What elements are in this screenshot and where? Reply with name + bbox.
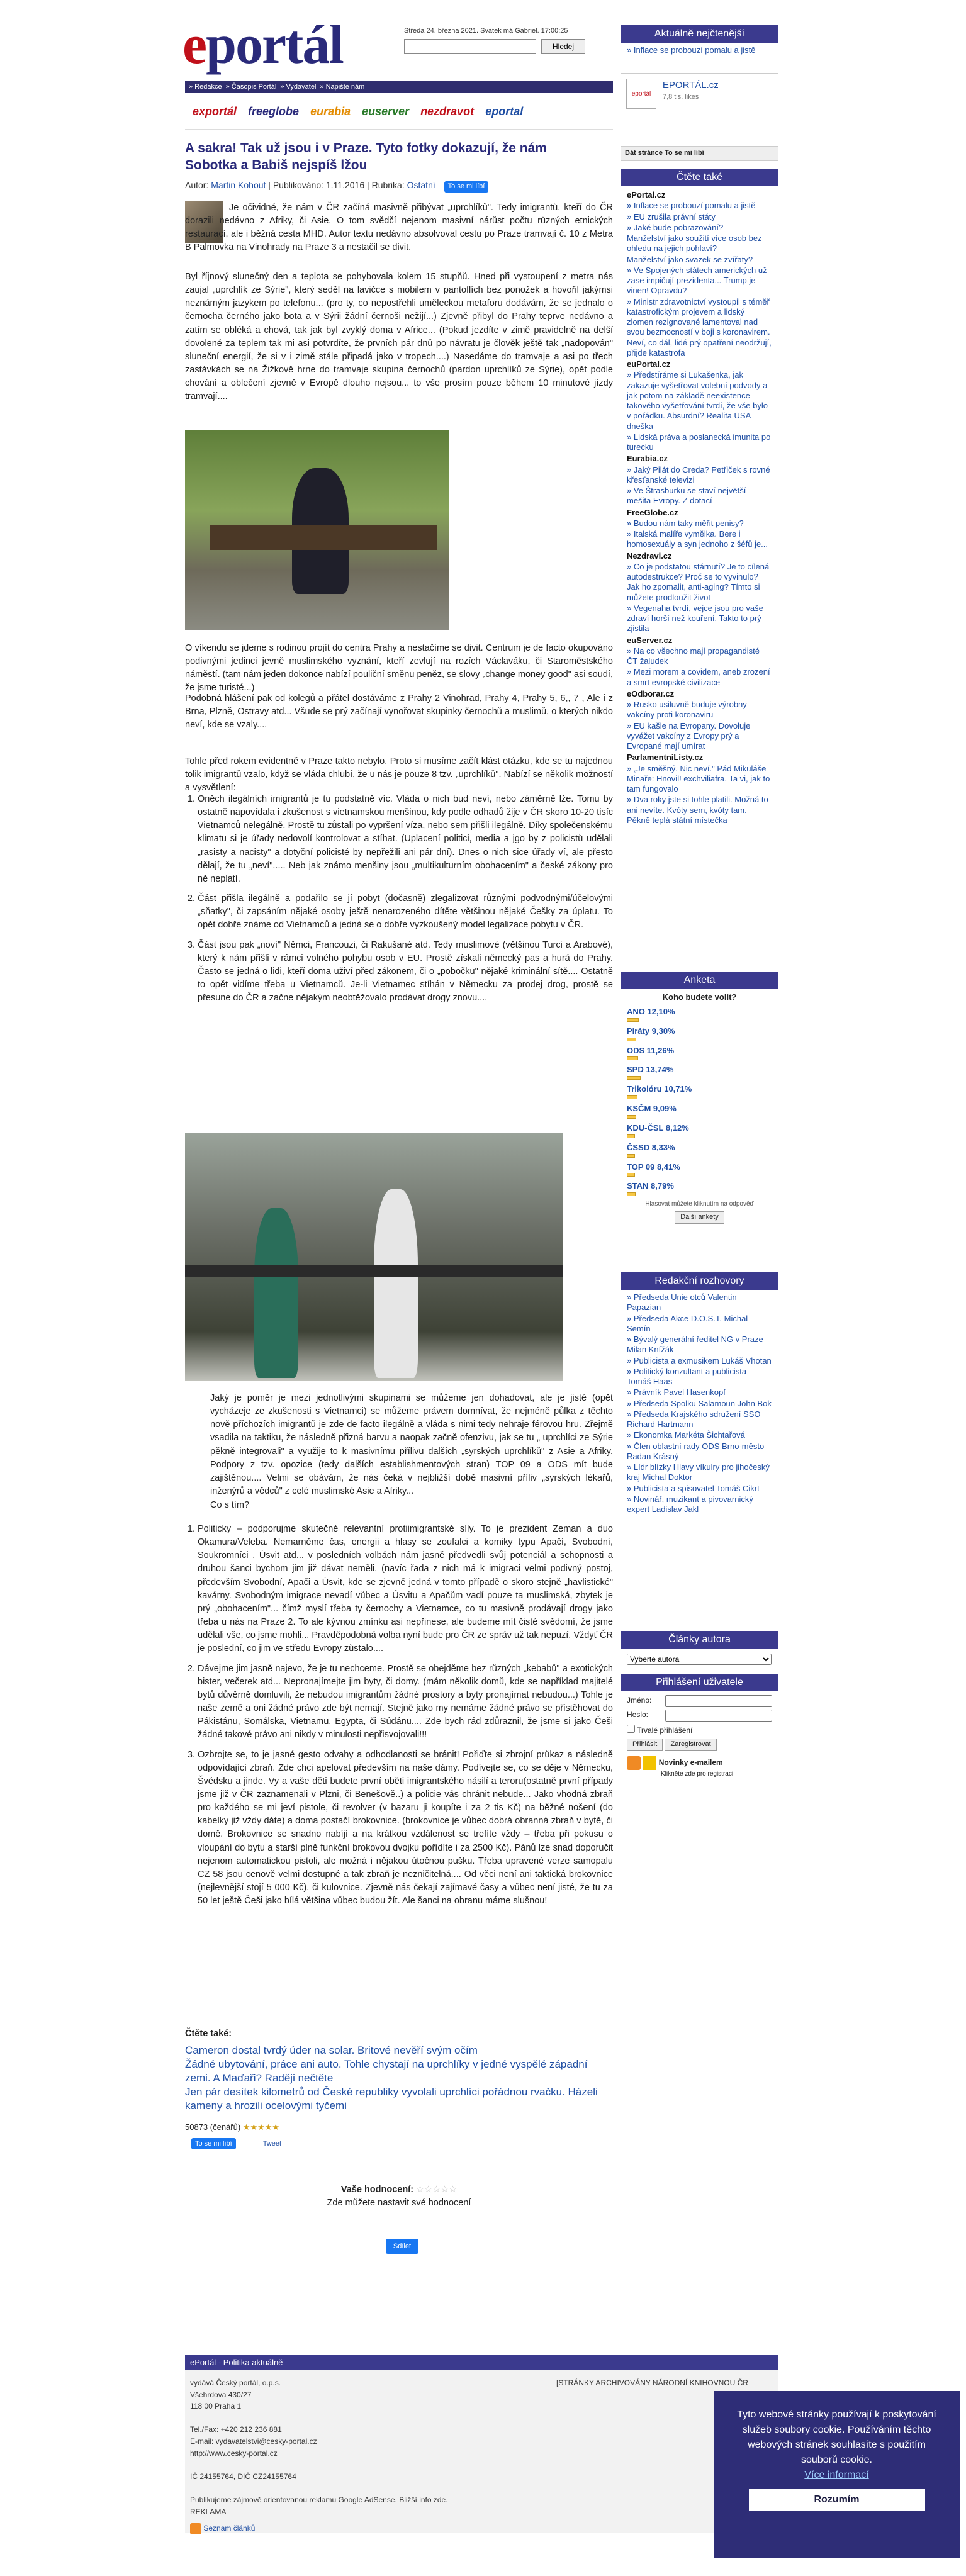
footer-line	[190, 2412, 505, 2424]
side-section-title: Eurabia.cz	[627, 454, 668, 464]
top-nav	[185, 81, 613, 93]
register-button[interactable]: Zaregistrovat	[665, 1739, 716, 1751]
poll-bar	[627, 1192, 636, 1196]
side-section-title: Nezdravi.cz	[627, 551, 672, 561]
poll-option[interactable]: ČSSD 8,33%	[627, 1142, 675, 1152]
footer-line: Publikujeme zájmově orientovanou reklamu Google AdSense. Bližší info zde.	[190, 2495, 448, 2504]
poll-bar	[627, 1038, 636, 1041]
poll-bar	[627, 1076, 641, 1080]
sitemap-link[interactable]: Seznam článků	[203, 2524, 256, 2533]
footer-line	[190, 2459, 505, 2471]
poll-option[interactable]: KDU-ČSL 8,12%	[627, 1123, 689, 1133]
para-4: Podobná hlášení pak od kolegů a přátel dostáváme z Prahy 2 Vinohrad, Prahy 4, Prahy 5, 6,, 7 , Ale i z Brna, Plzně, Ostravy atd... Všude se prý začínají vynořovat skupinky černochů a muslimů, o kterých nikdo neví, kde se vzaly....	[185, 693, 613, 731]
poll-bar	[627, 1018, 639, 1022]
side-section-title: FreeGlobe.cz	[627, 507, 678, 517]
read-also-label: Čtěte také:	[185, 2029, 232, 2039]
side-link[interactable]: » Inflace se probouzí pomalu a jistě	[627, 201, 756, 211]
login-password-input[interactable]	[665, 1710, 772, 1722]
more-polls-button[interactable]: Další ankety	[675, 1211, 724, 1224]
para-2: Byl říjnový slunečný den a teplota se pohybovala kolem 15 stupňů. Hned při vystoupení z metra nás zaujal „uprchlík ze Sýrie", který seděl na lavičce s mobilem v pantoflích bez ponožek a hovořil jakýmsi neznámým jazykem po telefonu... (pro ty, co nepostřehli uměleckou metaforu dodávám, že se jednalo o černocha černého jako bota a v Sýrii žádní černoši nežijí...) Zjevně přibyl do Prahy teprve nedávno a zatím se obléká a chová, tak jak byl zvyklý doma v Africe... (Pokud jezdíte v zimě pravidelně na delší dovolené za teplem tak mi asi potvrdíte, že prvních pár dnů po návratu je člověk ještě tak „nadopován" sluneční energií, že si v i zimě stále připadá jako v tropech....) Nasedáme do tramvaje a asi po třech zastávkách se na Žižkově hrne do tramvaje skupina černochů (pardon uprchlíků ze Sýrie), opět podle chování a oblečení zjevně v Evropě dlouho nejsou... to vše prosím pouze během 10 minutové jízdy tramvají....	[185, 272, 613, 402]
footer-body	[185, 2370, 778, 2533]
side-section-title: eOdborar.cz	[627, 688, 675, 698]
side-section-title: euServer.cz	[627, 635, 673, 645]
poll-option[interactable]: TOP 09 8,41%	[627, 1162, 680, 1172]
read-also-list	[185, 2044, 613, 2113]
share-button[interactable]: Sdílet	[386, 2239, 418, 2254]
read-also-link[interactable]: Cameron dostal tvrdý úder na solar. Britové nevěří svým očím	[185, 2044, 478, 2056]
side-link[interactable]: » Vegenaha tvrdí, vejce jsou pro vaše zdraví horší než kouření. Takto to prý zjistila	[627, 603, 763, 634]
footer-line	[190, 2482, 505, 2494]
photo-street	[185, 1133, 563, 1381]
footer-title: ePortál - Politika aktuálně	[185, 2355, 778, 2370]
poll-bar	[627, 1115, 636, 1119]
footer-line: vydává Český portál, o.p.s.	[190, 2378, 281, 2387]
interview-link[interactable]: » Člen oblastní rady ODS Brno-město Radan Krásný	[627, 1441, 765, 1461]
nav-link[interactable]: » Redakce	[189, 83, 222, 91]
article-title: A sakra! Tak už jsou i v Praze. Tyto fotky dokazují, že nám Sobotka a Babiš nejspíš lžou	[185, 141, 547, 173]
para-5: Tohle před rokem evidentně v Praze takto nebylo. Proto si musíme začít klást otázku, kde se tu najednou tolik imigrantů vzalo, když se vláda chlubí, že u nás je pouze 8 tzv. „uprchlíků". Nabízí se několik možností a vysvětlení:	[185, 756, 613, 793]
list-item: 1. Politicky – podporujme skutečné relevantní protiimigrantské síly. To je prezident Zeman a duo Okamura/Veleba. Nemarněme čas, energii a hlasy se zoufalci a komiky typu Apačí, Svobodní, Soukromníci , Úsvit atd... v posledních volbách nám jasně předvedli svůj potenciál a schopnosti a druhou šanci bychom jim již dávat neměli. (navíc řada z nich má k imigraci velmi podivný postoj, především Svobodní, Apači a Úsvit, kde se zjevně jedná v tomto případě o skoro stejně „havlistické" kavárny. Svobodným imigrace nevadí vůbec a Úsvitu a Apačům vadí pouze ta muslimská, zbytek je prý „obohacením"... čímž myslí třeba ty černochy a Vietnamce, co tu masivně prodávají drogy jako třeba u nás na Praze 2. To ale kývnou zmínku asi nepřinese, ale budeme mít čisté svědomí, že jsme udělali vše, co jsme mohli... Pravděpodobná volba nyní bude pro ČR ze správ už tak nepuzí. Vždyť ČR je poslední, co jim ve středu Evropy zůstalo....	[198, 1523, 613, 1656]
side-link[interactable]: » EU kašle na Evropany. Dovoluje vyvážet vakcíny z Evropy prý a Evropané mají umírat	[627, 720, 751, 751]
footer-line: Všehrdova 430/27	[190, 2390, 252, 2399]
footer-line: 118 00 Praha 1	[190, 2402, 242, 2411]
poll-option[interactable]: Piráty 9,30%	[627, 1026, 675, 1036]
login-button[interactable]: Přihlásit	[627, 1739, 663, 1751]
side-section-title: ParlamentniListy.cz	[627, 753, 704, 763]
side-link[interactable]: » Ve Spojených státech amerických už zase impičují prezidenta... Trump je vinen! Opravdu?	[627, 265, 767, 296]
brand-logo[interactable]: nezdravot	[420, 105, 475, 118]
rating: Vaše hodnocení: ☆☆☆☆☆ Zde můžete nastavit své hodnocení	[327, 2185, 471, 2209]
interview-link[interactable]: » Předseda Unie otců Valentin Papazian	[627, 1292, 737, 1313]
side-link[interactable]: » Budou nám taky měřit penisy?	[627, 518, 744, 528]
interview-link[interactable]: » Bývalý generální ředitel NG v Praze Milan Knížák	[627, 1335, 763, 1355]
fb-page-icon: eportál	[626, 79, 656, 109]
poll-box: Anketa Koho budete volit? ANO 12,10% Piráty 9,30% ODS 11,26% SPD 13,74% Trikolóru 10,71% KSČM 9,09% KDU-ČSL 8,12% ČSSD 8,33% TOP 09 8,41% STAN 8,79% Hlasovat můžete kliknutím na odpověď Další ankety	[621, 972, 778, 1224]
side-link[interactable]: » Lidská práva a poslanecká imunita po turecku	[627, 432, 771, 452]
fb-like-button[interactable]: To se mi líbí	[444, 181, 489, 193]
side-section-title: euPortal.cz	[627, 359, 671, 369]
rss-icon[interactable]	[627, 1756, 641, 1770]
news-item[interactable]: » Inflace se probouzí pomalu a jistě	[627, 45, 756, 55]
mail-icon[interactable]	[643, 1756, 656, 1770]
interview-link[interactable]: » Publicista a exmusikem Lukáš Vhotan	[627, 1355, 772, 1365]
news-box: Aktuálně nejčtenější » Inflace se probouzí pomalu a jistě	[621, 25, 778, 59]
archive-badge[interactable]: [STRÁNKY ARCHIVOVÁNY NÁRODNÍ KNIHOVNOU ČR	[556, 2378, 748, 2387]
para-6: Jaký je poměr je mezi jednotlivými skupinami se můžeme jen dohadovat, ale je jisté (opět vycházeje ze zkušenosti s Vietnamci) se můžeme právem domnívat, že nejméně půlka z těchto nově příchozích imigrantů je zde de facto ilegálně a vláda s nimi tedy nehraje férovou hru. Zřejmě vsadila na taktiku, že následně přizná barvu a naopak začně ofenzivu, jak se tu „ uprchlíci ze Sýrie pěkně integrovali" a využije to k masivnímu přílivu dalších „syrských uprchlíků" z Asie a Afriky. Podpory z tzv. opozice (tedy dalších establishmentových stran) TOP 09 a ODS mít bude zajištěnou.... Velmi se obávám, že nás čeká v nejbližší době masivní příliv „syrských lékařů, inženýrů a vědců" z celé muslimské Asie a Afriky...	[210, 1393, 613, 1497]
poll-option[interactable]: ODS 11,26%	[627, 1045, 675, 1055]
side-link[interactable]: » Co je podstatou stárnutí? Je to cílená autodestrukce? Proč se to vyvinulo? Jak ho zpomalit, anti-aging? Tímto si můžete prodloužit život	[627, 561, 770, 602]
author-link[interactable]: Martin Kohout	[211, 180, 266, 190]
interview-link[interactable]: » Ekonomka Markéta Šichtařová	[627, 1430, 745, 1440]
reads-count: 50873 (čenářů) ★★★★★	[185, 2122, 280, 2132]
cookie-more-link[interactable]: Více informací	[804, 2470, 869, 2480]
poll-option[interactable]: ANO 12,10%	[627, 1006, 675, 1016]
list-item: 2. Část přišla ilegálně a podařilo se jí pobyt (dočasně) zlegalizovat různými podvodnými/účelovými „sňatky", či zapsáním nějaké osoby ještě nenarozeného dítěte většinou nějaké Češky za úplatu. To opět dobře známe od Vietnamců a jedná se o dobře vyzkoušený model legalizace pobytu v ČR.	[198, 892, 613, 932]
nav-link[interactable]: » Vydavatel	[280, 83, 317, 91]
footer-line: IČ 24155764, DIČ CZ24155764	[190, 2472, 296, 2481]
side-link[interactable]: » Italská malíře vymělka. Bere i homosexuály a syn jednoho z šéfů je...	[627, 529, 768, 549]
list-what-to-do	[198, 1523, 613, 1914]
search-button[interactable]: Hledej	[541, 39, 585, 54]
login-name-input[interactable]	[665, 1695, 772, 1707]
cookie-banner: Tyto webové stránky používají k poskytování služeb soubory cookie. Používáním těchto webových stránek souhlasíte s použitím souborů cookie. Více informací Rozumím	[714, 2391, 960, 2558]
rubric-link[interactable]: Ostatní	[407, 180, 435, 190]
date-text: Středa 24. března 2021. Svátek má Gabriel. 17:00:25	[404, 27, 568, 35]
cookie-accept-button[interactable]: Rozumím	[749, 2489, 925, 2511]
brand-logo[interactable]: euserver	[362, 105, 410, 118]
site-logo[interactable]: eportál	[183, 14, 343, 76]
footer-line: Tel./Fax: +420 212 236 881	[190, 2425, 282, 2434]
poll-option[interactable]: SPD 13,74%	[627, 1065, 674, 1075]
interview-link[interactable]: » Novinář, muzikant a pivovarnický expert Ladislav Jakl	[627, 1494, 753, 1514]
poll-bar	[627, 1154, 635, 1158]
interviews-box: Redakční rozhovory » Předseda Unie otců Valentin Papazian » Předseda Akce D.O.S.T. Michal Semín » Bývalý generální ředitel NG v Praze Milan Knížák » Publicista a exmusikem Lukáš Vhotan » Politický konzultant a publicista Tomáš Haas » Právník Pavel Hasenkopf » Předseda Spolku Salamoun John Bok » Předseda Krajského sdružení SSO Richard Hartmann » Ekonomka Markéta Šichtařová » Člen oblastní rady ODS Brno-město Radan Krásný » Lídr blízky Hlavy víkulry pro jihočeský kraj Michal Doktor » Publicista a spisovatel Tomáš Cikrt » Novinář, muzikant a pivovarnický expert Ladislav Jakl	[621, 1272, 778, 1518]
footer-line: REKLAMA	[190, 2507, 227, 2516]
footer-line: http://www.cesky-portal.cz	[190, 2448, 278, 2458]
author-select[interactable]	[627, 1654, 772, 1665]
interview-link[interactable]: » Předseda Krajského sdružení SSO Richard Hartmann	[627, 1409, 761, 1429]
nav-link[interactable]: » Napište nám	[320, 83, 365, 91]
interview-link[interactable]: » Právník Pavel Hasenkopf	[627, 1387, 726, 1397]
poll-bar	[627, 1173, 635, 1177]
side-link[interactable]: » Ve Štrasburku se staví největší mešita Evropy. Z dotací	[627, 486, 746, 506]
side-link[interactable]: » EU zrušila právní státy	[627, 211, 716, 221]
side-link[interactable]: » „Je směšný. Nic neví." Pád Mikuláše Minaře: Hnovil! exchviliafra. Ta vi, jak to tam fungovalo	[627, 763, 770, 793]
read-also-link[interactable]: Žádné ubytování, práce ani auto. Tohle chystají na uprchlíky v jedné vyspělé západní zemi. A Maďaři? Raději nečtěte	[185, 2058, 588, 2085]
list-explanations	[198, 793, 613, 1011]
side-link[interactable]: » Mezi morem a covidem, aneb zrození a smrt evropské civilizace	[627, 667, 770, 687]
poll-option[interactable]: STAN 8,79%	[627, 1181, 674, 1191]
side-link[interactable]: Manželství jako soužití více osob bez ohledu na jejich pohlaví?	[627, 233, 762, 254]
fb-page-name[interactable]: EPORTÁL.cz	[662, 80, 719, 91]
remember-checkbox[interactable]	[627, 1725, 635, 1733]
side-link[interactable]: » Jaké bude pobrazování?	[627, 222, 724, 232]
share-buttons	[185, 2138, 613, 2149]
para-7: Co s tím?	[210, 1500, 250, 1510]
page	[177, 13, 778, 2567]
list-item: 3. Část jsou pak „noví" Němci, Francouzi, či Rakušané atd. Tedy muslimové (většinou Turci a Arabové), který k nám přišli v rámci volného pohybu osob v EU. Prostě získali německý pas a hurá do Prahy. Často se jedná o lidi, kteří doma uživí před zákonem, či o „pobočku" nějaké kriminální sítě.... Ostatně to opět vidíme třeba u Vietnamců. Je-li Vietnamec stíhán v Německu za prodej drog, prostě se přesune do ČR a začne nějakým neobtěžovalo prodávat drogy znovu....	[198, 939, 613, 1005]
side-link[interactable]: » Na co všechno mají propagandisté ČT žaludek	[627, 646, 760, 666]
fb-page-like-button[interactable]: Dát stránce To se mi líbí	[621, 146, 778, 161]
brand-logo[interactable]: eurabia	[310, 105, 351, 118]
brand-bar	[185, 94, 613, 130]
interview-link[interactable]: » Publicista a spisovatel Tomáš Cikrt	[627, 1483, 760, 1493]
tweet-link[interactable]: Tweet	[262, 2140, 282, 2148]
footer-line: E-mail: vydavatelstvi@cesky-portal.cz	[190, 2436, 317, 2446]
brand-logo[interactable]: exportál	[193, 105, 237, 118]
side-link[interactable]: Manželství jako svazek se zvířaty?	[627, 254, 753, 264]
side-link[interactable]: » Dva roky jste si tohle platili. Možná to ani nevíte. Kvóty sem, kvóty tam. Pěkně teplá státní místečka	[627, 795, 768, 825]
side-link[interactable]: » Jaký Pilát do Creda? Petřiček s rovné křesťanské televizi	[627, 464, 770, 484]
interview-link[interactable]: » Lídr blízky Hlavy víkulry pro jihočeský kraj Michal Doktor	[627, 1462, 770, 1482]
poll-option[interactable]: KSČM 9,09%	[627, 1104, 677, 1114]
interview-link[interactable]: » Předseda Akce D.O.S.T. Michal Semín	[627, 1313, 748, 1333]
read-also-link[interactable]: Jen pár desítek kilometrů od České republiky vyvolali uprchlíci pořádnou rvačku. Házeli kameny a hrozili ocelovými tyčemi	[185, 2086, 598, 2112]
list-item: 2. Dávejme jim jasně najevo, že je tu nechceme. Prostě se obejděme bez různých „kebabů" a exotických bister, večerek atd... Nepronajímejte jim byty, či domy. (mám několik domů, kde se například majitelé bytů důvěrně domluvili, že nebudou imigrantům žádné prostory a byty pronajímat nebudou...) Tohle je naše země a oni žádné právo zde být nemají. Stejně jako my nemáme žádné právo se přistěhovat do Pákistánu, Somálska, Vietnamu, Egypta, či Súdánu.... Zde bych rád zdůraznil, že jsme si jako Češi žádné takové právo ani nikdy v minulosti nepřisvojovali!!!	[198, 1662, 613, 1742]
authors-box: Články autora Vyberte autora	[621, 1631, 778, 1669]
search-input[interactable]	[404, 39, 536, 54]
interview-link[interactable]: » Předseda Spolku Salamoun John Bok	[627, 1398, 772, 1408]
photo-park-bench	[185, 430, 449, 630]
para-3: O víkendu se jdeme s rodinou projít do centra Prahy a nestačíme se divit. Centrum je de facto okupováno podivnými jedinci jevně muslimského vyznání, kteří zevlují na rozích Václaváku, či Staroměstského náměstí. (tam nám jeden dokonce nabízí pouliční směnu peněz, se slovy „change money good" asi soudí, že jsme turisté...)	[185, 643, 613, 693]
brand-logo[interactable]: freeglobe	[248, 105, 300, 118]
list-item: 3. Ozbrojte se, to je jasné gesto odvahy a odhodlanosti se bránit! Pořiďte si zbrojní průkaz a následně odpovídající zbraň. Zde chci apelovat především na naše dámy. Podívejte se, co se děje v Německu, Švédsku a jinde. Vy a vaše děti budete první oběti imigrantského násilí a teroru(ostatně první případy jsme již v ČR zaznamenali v Plzni, či Benešově..) a policie vás chránit nebude... Jako vhodná zbraň pro každého se mi jeví pistole, či revolver (v bazaru ji koupíte i za 2 tis Kč) na běžné nošení (do kabelky již vždy dáte) a doma postačí brokovnice. (brokovnice je vůbec dobrá obranná zbraň v bytě, či domě. Brokovnice se snadno nabíjí a na krátkou vzdálenost se trefíte vždy – třeba při pokusu o vloupání do bytu a starší plně funkční brokovou dvojku pořídíte i za 2500 Kč). Pánů lze snad doporučit nejenom automatickou pistoli, ale možná i nějakou útočnou pušku. Třeba upravené verze samopalu CZ 58 jsou cenově velmi dostupné a tak zbraň je nezničitelná.... Od věci není ani taktická brokovnice (nejlevnější stojí 5 000 Kč), či kulovnice. Zjevně nás čekají zajímavé časy a vůbec není jisté, že tu za 50 let ještě Češi jako bílá většina vůbec budou žít. Ale šanci na obranu máme slušnou!	[198, 1749, 613, 1908]
list-item: 1. Oněch ilegálních imigrantů je tu podstatně víc. Vláda o nich bud neví, nebo záměrně lže. Tomu by ostatně napovídala i zkušenost s vietnamskou menšinou, kdy podle odhadů žije v ČR skoro 10-20 tisíc Vietnamců nelegálně. Prostě tu zůstali po vypršení víza, nebo sem přišli ilegálně. Díky společenskému klimatu si je úřady nedovolí kontrolovat a stíhat. (Uplacení politici, media a jgo by z policistů udělali „rasisty a nacisty" a dotyční policisté by nepřežili ani pár dní). Dnes o nich sice úřady ví, ale přesto dělají, že tu „neví"..... Neb jak známo menšiny jsou „multikulturním obohacením" a české zákony pro ně neplatí.	[198, 793, 613, 886]
rss-footer-icon[interactable]	[190, 2523, 201, 2534]
stars: ★★★★★	[242, 2122, 280, 2132]
article-meta: Autor: Martin Kohout | Publikováno: 1.11.2016 | Rubrika: Ostatní To se mi líbí	[185, 179, 613, 193]
poll-option[interactable]: Trikolóru 10,71%	[627, 1084, 692, 1094]
poll-bar	[627, 1134, 635, 1138]
side-link[interactable]: » Ministr zdravotnictví vystoupil s téměř katastrofickým projevem a lidský zlomen rezignované lamentoval nad svou bezmocností v boji s koronavirem. Neví, co dál, lidé prý opatření neodržují, přijde katastrofa	[627, 296, 772, 357]
side-link[interactable]: » Předstíráme si Lukašenka, jak zakazuje vyšetřovat volební podvody a jak potom na základě neexistence takového vyšetřování tvrdí, že vše bylo v pořádku. Absurdní? Realita USA dneška	[627, 370, 768, 431]
side-section-title: ePortal.cz	[627, 190, 666, 199]
side-link[interactable]: » Rusko usiluvně buduje výrobny vakcíny proti koronaviru	[627, 700, 747, 720]
interview-link[interactable]: » Politický konzultant a publicista Tomáš Haas	[627, 1366, 747, 1386]
nav-link[interactable]: » Časopis Portál	[225, 83, 277, 91]
login-box: Přihlášení uživatele Jméno: Heslo: Trvalé přihlášení Přihlásit Zaregistrovat Novinky e-mailem Klikněte zde pro registraci	[621, 1674, 778, 1783]
read-box: Čtěte také ePortal.cz » Inflace se probouzí pomalu a jistě » EU zrušila právní státy » Jaké bude pobrazování? Manželství jako soužití více osob bez ohledu na jejich pohlaví? Manželství jako svazek se zvířaty? » Ve Spojených státech amerických už zase impičují prezidenta... Trump je vinen! Opravdu? » Ministr zdravotnictví vystoupil s téměř katastrofickým projevem a lidský zlomen rezignované lamentoval nad svou bezmocností v boji s koronavirem. Neví, co dál, lidé prý opatření neodržují, přijde katastrofa euPortal.cz » Předstíráme si Lukašenka, jak zakazuje vyšetřovat volební podvody a jak potom na základě neexistence takového vyšetřování tvrdí, že vše bylo v pořádku. Absurdní? Realita USA dneška » Lidská práva a poslanecká imunita po turecku Eurabia.cz » Jaký Pilát do Creda? Petřiček s rovné křesťanské televizi » Ve Štrasburku se staví největší mešita Evropy. Z dotací FreeGlobe.cz » Budou nám taky měřit penisy? » Italská malíře vymělka. Bere i homosexuály a syn jednoho z šéfů je... Nezdravi.cz » Co je podstatou stárnutí? Je to cílená autodestrukce? Proč se to vyvinulo? Jak ho zpomalit, anti-aging? Tímto si můžete prodloužit život » Vegenaha tvrdí, vejce jsou pro vaše zdraví horší než kouření. Takto to prý zjistila euServer.cz » Na co všechno mají propagandisté ČT žaludek » Mezi morem a covidem, aneb zrození a smrt evropské civilizace eOdborar.cz » Rusko usiluvně buduje výrobny vakcíny proti koronaviru » EU kašle na Evropany. Dovoluje vyvážet vakcíny z Evropy prý a Evropané mají umírat ParlamentniListy.cz » „Je směšný. Nic neví." Pád Mikuláše Minaře: Hnovil! exchviliafra. Ta vi, jak to tam fungovalo » Dva roky jste si tohle platili. Možná to ani nevíte. Kvóty sem, kvóty tam. Pěkně teplá státní místečka	[621, 169, 778, 829]
fb-like-small[interactable]: To se mi líbí	[191, 2138, 236, 2149]
brand-logo[interactable]: eportal	[485, 105, 524, 118]
share-row	[185, 2239, 613, 2254]
poll-bar	[627, 1056, 638, 1060]
poll-bar	[627, 1095, 637, 1099]
para-1: Je očividné, že nám v ČR začíná masivně přibývat „uprchlíků". Tedy imigrantů, kteří do ČR dorazili nedávno z Afriky, či Asie. O tom svědčí nejenom masivní nárůst počtu různých etnických restaurací, ale i běžná cesta MHD. Autor textu nedávno absolvoval cestu po Praze tramvají č. 10 z Metra B Palmovka na Vinohrady na Praze 3 a nestačil se divit.	[185, 203, 613, 253]
fb-widget: eportál EPORTÁL.cz 7,8 tis. likes	[621, 73, 778, 133]
